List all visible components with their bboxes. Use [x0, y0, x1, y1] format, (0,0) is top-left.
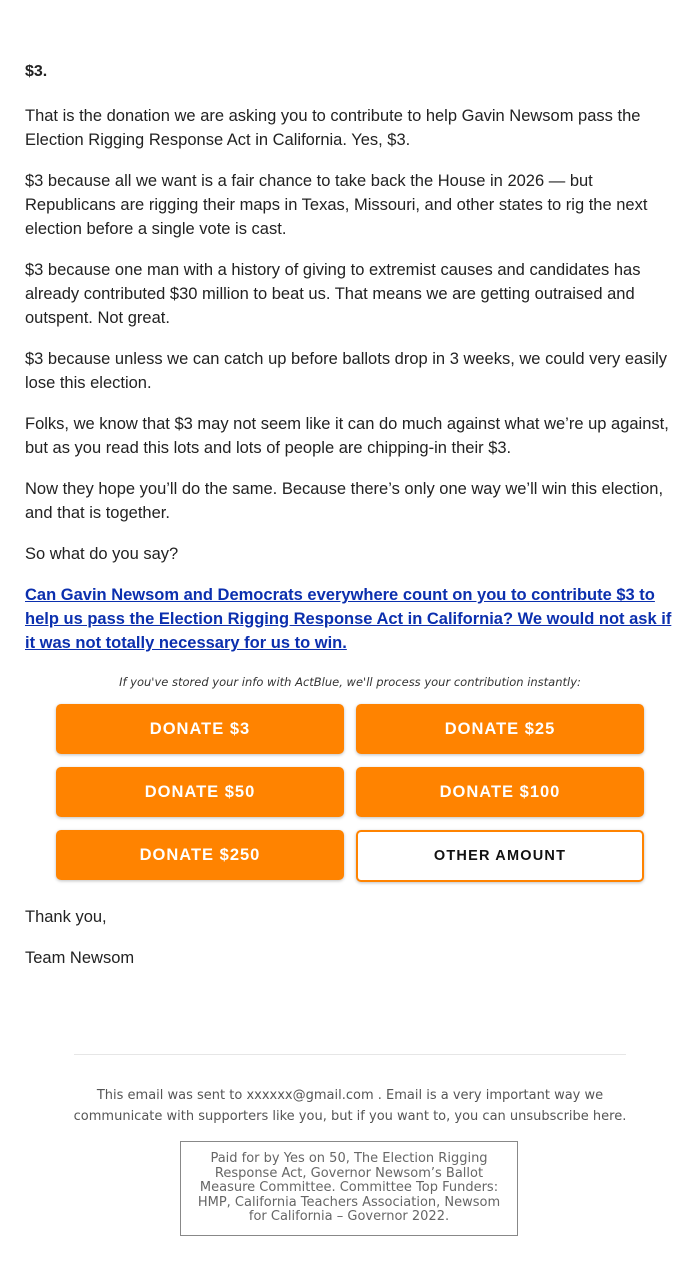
footer-sent-prefix: This email was sent to: [96, 1088, 243, 1103]
paid-for-disclaimer: Paid for by Yes on 50, The Election Rigging Response Act, Governor Newsom’s Ballot Measure Committee. Committee Top Funders: HMP, California Teachers Association, Newsom for California – Governor 2022.: [180, 1141, 518, 1236]
donate-cta-link[interactable]: Can Gavin Newsom and Democrats everywhere count on you to contribute $3 to help us pass the Election Rigging Response Act in California? We would not ask if it was not totally necessary for us to win.: [25, 586, 672, 652]
paragraph-together: Now they hope you’ll do the same. Because there’s only one way we’ll win this election, and that is together.: [25, 480, 664, 522]
paragraph-intro: That is the donation we are asking you to contribute to help Gavin Newsom pass the Election Rigging Response Act in California. Yes, $3.: [25, 107, 641, 149]
paragraph-house: $3 because all we want is a fair chance to take back the House in 2026 — but Republicans are rigging their maps in Texas, Missouri, and other states to rig the next election before a single vote is cast.: [25, 172, 648, 238]
signature: Team Newsom: [25, 949, 135, 967]
paragraph-folks: Folks, we know that $3 may not seem like it can do much against what we’re up against, but as you read this lots and lots of people are chipping-in their $3.: [25, 415, 669, 457]
footer-notice: [60, 1085, 640, 1127]
donate-50-button[interactable]: DONATE $50: [56, 767, 344, 817]
donate-250-button[interactable]: DONATE $250: [56, 830, 344, 880]
footer-divider: [74, 1054, 626, 1055]
donate-3-button[interactable]: DONATE $3: [56, 704, 344, 754]
paragraph-outspent: $3 because one man with a history of giving to extremist causes and candidates has already contributed $30 million to beat us. That means we are getting outraised and outspent. Not great.: [25, 261, 641, 327]
footer-unsubscribe-text[interactable]: . Email is a very important way we communicate with supporters like you, but if you want to, you can unsubscribe here.: [73, 1088, 627, 1124]
email-lead: $3.: [25, 63, 48, 80]
footer-email-address: xxxxxx@gmail.com: [246, 1088, 374, 1103]
donate-25-button[interactable]: DONATE $25: [356, 704, 644, 754]
other-amount-button[interactable]: OTHER AMOUNT: [356, 830, 644, 882]
thank-you-text: Thank you,: [25, 908, 107, 926]
actblue-note: If you've stored your info with ActBlue, we'll process your contribution instantly:: [119, 675, 581, 689]
paragraph-question: So what do you say?: [25, 545, 179, 563]
paragraph-ballots: $3 because unless we can catch up before ballots drop in 3 weeks, we could very easily lose this election.: [25, 350, 668, 392]
donate-100-button[interactable]: DONATE $100: [356, 767, 644, 817]
email-body: [25, 60, 680, 708]
